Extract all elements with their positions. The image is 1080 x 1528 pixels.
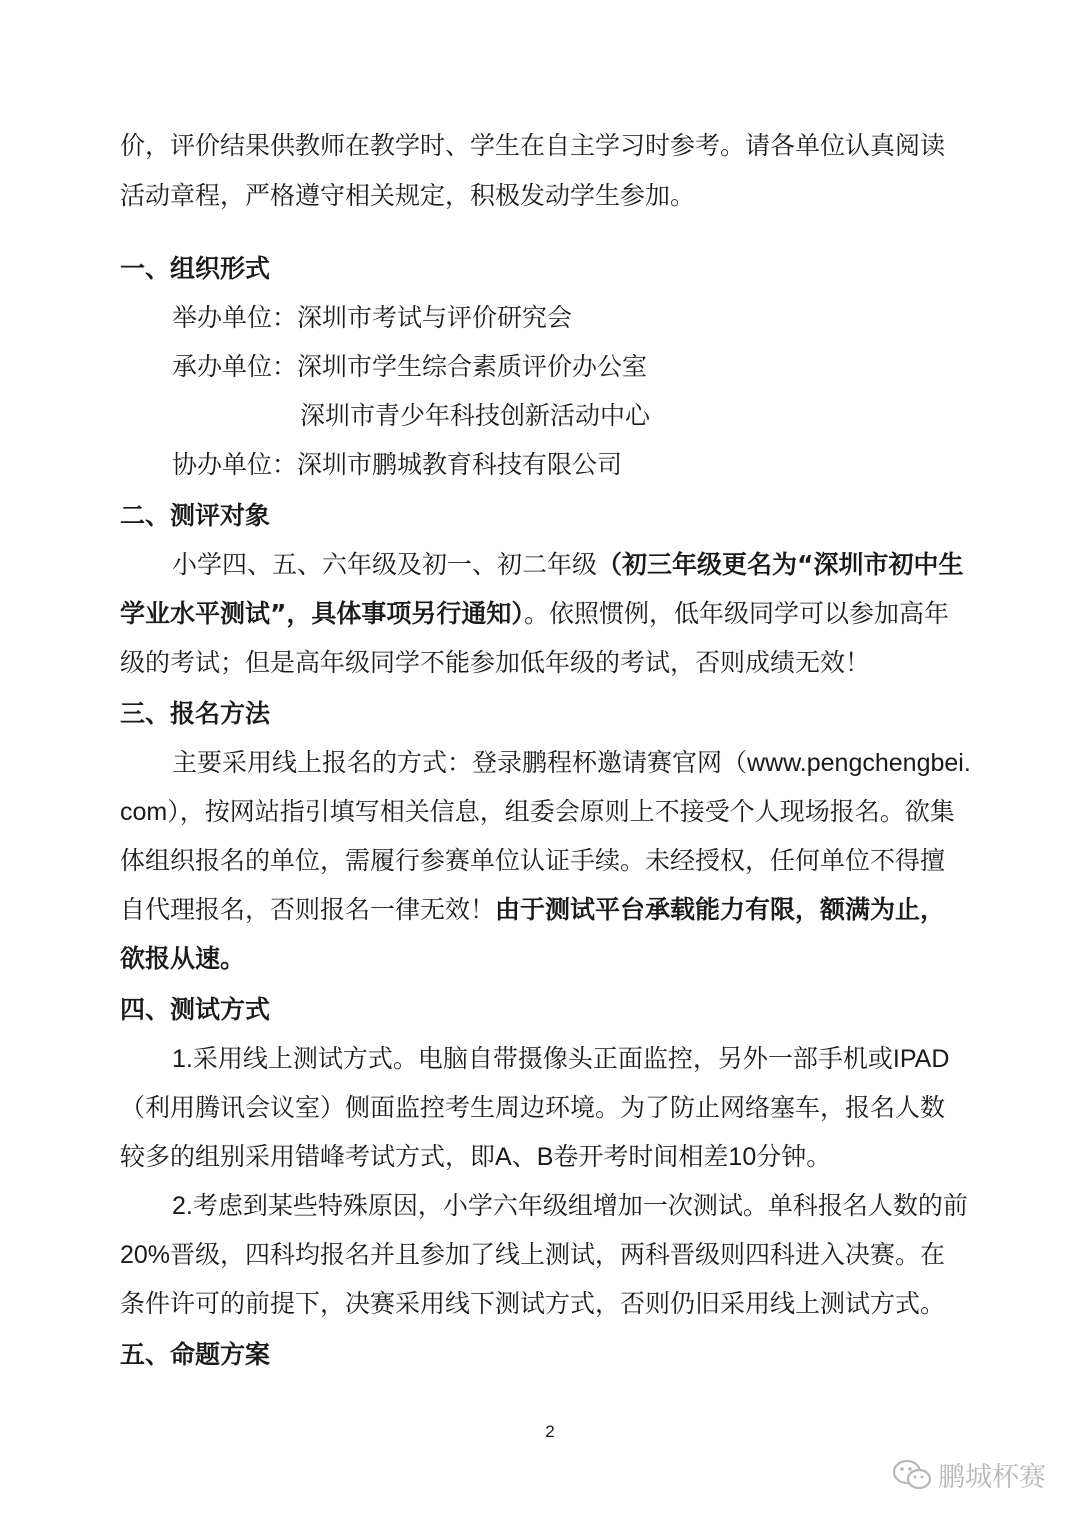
target-line-1-bold: （初三年级更名为“深圳市初中生 <box>597 550 964 579</box>
registration-line-1 <box>172 746 971 780</box>
registration-line-5: 欲报从速。 <box>120 944 246 973</box>
website-url-part-2: com <box>120 798 168 826</box>
test-p1-l3-a: 较多的组别采用错峰考试方式，即 <box>120 1142 496 1171</box>
registration-line-4-bold: 由于测试平台承载能力有限，额满为止， <box>495 895 946 924</box>
intro-line-1: 价，评价结果供教师在教学时、学生在自主学习时参考。请各单位认真阅读 <box>120 131 946 160</box>
intro-line-2: 活动章程，严格遵守相关规定，积极发动学生参加。 <box>120 181 696 210</box>
target-line-2-bold: 学业水平测试”，具体事项另行通知） <box>120 599 524 628</box>
page-number: 2 <box>545 1422 555 1441</box>
target-line-3: 级的考试；但是高年级同学不能参加低年级的考试，否则成绩无效！ <box>120 648 871 677</box>
website-url-part-1: www.pengchengbei. <box>747 749 971 777</box>
test-p1-l3-g: 分钟。 <box>756 1142 832 1171</box>
test-p1-line-3 <box>120 1140 831 1174</box>
test-p1-text: 采用线上测试方式。电脑自带摄像头正面监控，另外一部手机或 <box>192 1044 893 1073</box>
test-p1-l3-c: 、 <box>511 1142 537 1171</box>
registration-line-2-text: ），按网站指引填写相关信息，组委会原则上不接受个人现场报名。欲集 <box>167 797 955 826</box>
test-p1-ipad: IPAD <box>892 1045 950 1073</box>
registration-line-3: 体组织报名的单位，需履行参赛单位认证手续。未经授权，任何单位不得擅 <box>120 846 946 875</box>
organizer-unit-2: 深圳市青少年科技创新活动中心 <box>300 401 651 430</box>
registration-line-2 <box>120 795 955 829</box>
section-heading-proposition: 五、命题方案 <box>120 1340 271 1369</box>
test-p1-line-2: （利用腾讯会议室）侧面监控考生周边环境。为了防止网络塞车，报名人数 <box>120 1093 946 1122</box>
target-line-2 <box>120 597 949 631</box>
host-unit: 举办单位：深圳市考试与评价研究会 <box>172 303 573 332</box>
watermark <box>892 1455 1046 1494</box>
section-heading-test-method: 四、测试方式 <box>120 995 271 1024</box>
section-heading-target: 二、测评对象 <box>120 501 271 530</box>
organizer-unit: 承办单位：深圳市学生综合素质评价办公室 <box>172 352 648 381</box>
target-line-1 <box>172 548 963 582</box>
registration-line-4-normal: 自代理报名，否则报名一律无效！ <box>120 895 496 924</box>
coorganizer-unit: 协办单位：深圳市鹏城教育科技有限公司 <box>172 450 623 479</box>
wechat-icon <box>892 1458 932 1492</box>
test-p1-line-1 <box>172 1042 949 1076</box>
test-p2-line-1 <box>172 1189 968 1223</box>
test-p2-number: 2. <box>172 1192 193 1220</box>
test-p1-l3-e: 卷开考时间相差 <box>553 1142 729 1171</box>
target-line-2-normal: 。依照惯例，低年级同学可以参加高年 <box>523 599 949 628</box>
test-p2-percent: 20% <box>120 1241 171 1269</box>
test-p1-number: 1. <box>172 1045 193 1073</box>
test-p2-line-3: 条件许可的前提下，决赛采用线下测试方式，否则仍旧采用线上测试方式。 <box>120 1289 946 1318</box>
target-line-1-normal: 小学四、五、六年级及初一、初二年级 <box>172 550 598 579</box>
test-p1-l3-f: 10 <box>728 1143 757 1171</box>
watermark-text: 鹏城杯赛 <box>938 1462 1046 1493</box>
registration-line-1-text: 主要采用线上报名的方式：登录鹏程杯邀请赛官网（ <box>172 748 748 777</box>
test-p2-line-2 <box>120 1238 945 1272</box>
section-heading-registration: 三、报名方法 <box>120 699 271 728</box>
test-p2-text: 考虑到某些特殊原因，小学六年级组增加一次测试。单科报名人数的前 <box>192 1191 968 1220</box>
registration-line-4 <box>120 893 945 927</box>
test-p1-l3-d: B <box>536 1143 554 1171</box>
section-heading-organization: 一、组织形式 <box>120 254 271 283</box>
test-p2-l2-text: 晋级，四科均报名并且参加了线上测试，两科晋级则四科进入决赛。在 <box>170 1240 946 1269</box>
test-p1-l3-b: A <box>495 1143 512 1171</box>
